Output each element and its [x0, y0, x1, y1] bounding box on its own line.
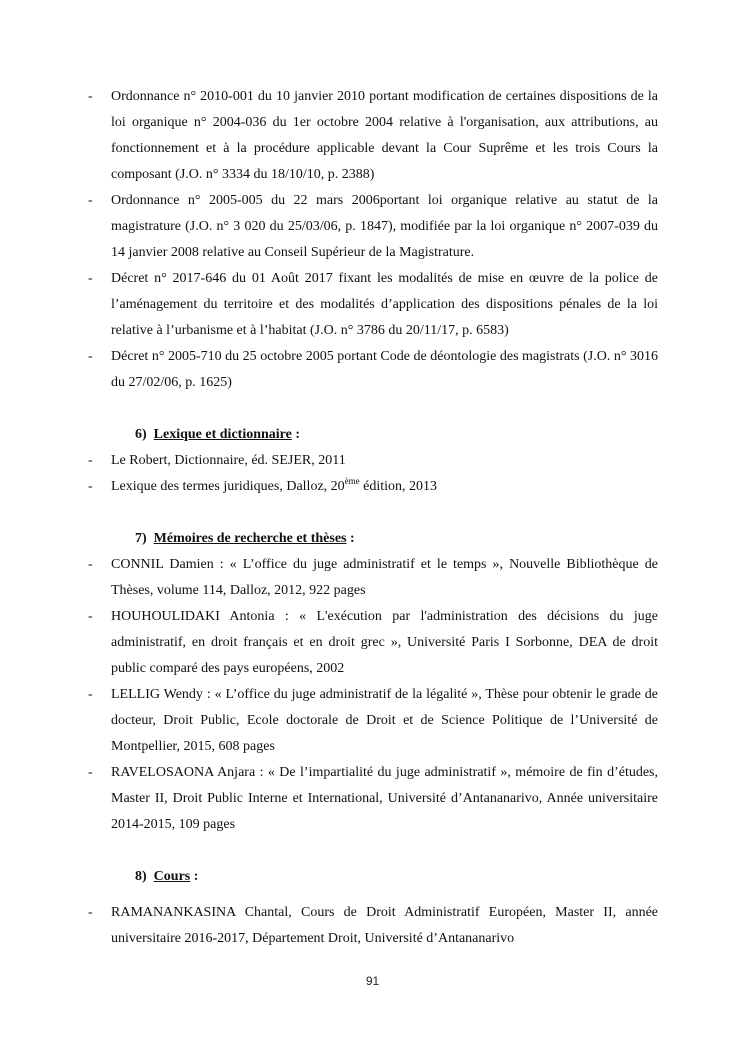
list-item [88, 474, 658, 500]
section-heading-cours [135, 864, 198, 890]
list-item [88, 900, 658, 952]
bullet-dash: - [88, 687, 93, 702]
section-suffix: : [190, 869, 199, 884]
list-item-text: Ordonnance n° 2005-005 du 22 mars 2006portant loi organique relative au statut de la magistrature (J.O. n° 3 020 du 25/03/06, p. 1847), modifiée par la loi organique n° 2007-039 du 14 janvier 2008 relative au Conseil Supérieur de la Magistrature. [111, 193, 658, 260]
bullet-dash: - [88, 557, 93, 572]
list-item [88, 448, 658, 474]
section-number: 6) [135, 427, 147, 442]
section-number: 8) [135, 869, 147, 884]
section-suffix: : [346, 531, 355, 546]
bullet-dash: - [88, 271, 93, 286]
section-heading-memoires [135, 526, 355, 552]
list-item [88, 682, 658, 760]
bullet-dash: - [88, 349, 93, 364]
section-heading-lexique [135, 422, 300, 448]
bullet-dash: - [88, 609, 93, 624]
section-title: Mémoires de recherche et thèses [153, 531, 347, 546]
list-item-text: LELLIG Wendy : « L’office du juge administratif de la légalité », Thèse pour obtenir le grade de docteur, Droit Public, Ecole doctorale de Droit et de Science Politique de l’Université de Montpellier, 2015, 608 pages [111, 687, 658, 754]
section-title: Cours [153, 869, 191, 884]
bullet-dash: - [88, 453, 93, 468]
list-item-text [111, 474, 658, 500]
list-item-text: CONNIL Damien : « L’office du juge administratif et le temps », Nouvelle Bibliothèque de Thèses, volume 114, Dalloz, 2012, 922 pages [111, 557, 658, 598]
section-number: 7) [135, 531, 147, 546]
bullet-dash: - [88, 479, 93, 494]
list-item-text: HOUHOULIDAKI Antonia : « L'exécution par l'administration des décisions du juge administratif, en droit français et en droit grec », Université Paris I Sorbonne, DEA de droit public comparé des pays européens, 2002 [111, 609, 658, 676]
list-item [88, 188, 658, 266]
list-item-text: RAMANANKASINA Chantal, Cours de Droit Administratif Européen, Master II, année universitaire 2016-2017, Département Droit, Université d’Antananarivo [111, 905, 658, 946]
section-suffix: : [291, 427, 301, 442]
bullet-dash: - [88, 905, 93, 920]
list-item-text: Décret n° 2017-646 du 01 Août 2017 fixant les modalités de mise en œuvre de la police de l’aménagement du territoire et des modalités d’application des dispositions pénales de la loi relative à l’urbanisme et à l’habitat (J.O. n° 3786 du 20/11/17, p. 6583) [111, 271, 658, 338]
section-title: Lexique et dictionnaire [153, 427, 292, 442]
list-item [88, 760, 658, 838]
list-item-text: Ordonnance n° 2010-001 du 10 janvier 2010 portant modification de certaines dispositions de la loi organique n° 2004-036 du 1er octobre 2004 relative à l'organisation, aux attributions, au fonctionnement et à la procédure applicable devant la Cour Suprême et les trois Cours la composant (J.O. n° 3334 du 18/10/10, p. 2388) [111, 89, 658, 182]
list-item [88, 344, 658, 396]
list-item-text: Le Robert, Dictionnaire, éd. SEJER, 2011 [111, 453, 346, 468]
superscript: ème [344, 476, 360, 486]
bullet-dash: - [88, 89, 93, 104]
list-item [88, 604, 658, 682]
page-number: 91 [365, 974, 380, 988]
list-item-text: Décret n° 2005-710 du 25 octobre 2005 portant Code de déontologie des magistrats (J.O. n° 3016 du 27/02/06, p. 1625) [111, 349, 658, 390]
list-item [88, 84, 658, 188]
list-item-text: RAVELOSAONA Anjara : « De l’impartialité du juge administratif », mémoire de fin d’études, Master II, Droit Public Interne et International, Université d’Antananarivo, Année universitaire 2014-2015, 109 pages [111, 765, 658, 832]
lexique-text: Lexique des termes juridiques, Dalloz, 20 [111, 479, 345, 494]
bullet-dash: - [88, 193, 93, 208]
list-item [88, 552, 658, 604]
lexique-text-end: édition, 2013 [359, 479, 438, 494]
bullet-dash: - [88, 765, 93, 780]
list-item [88, 266, 658, 344]
